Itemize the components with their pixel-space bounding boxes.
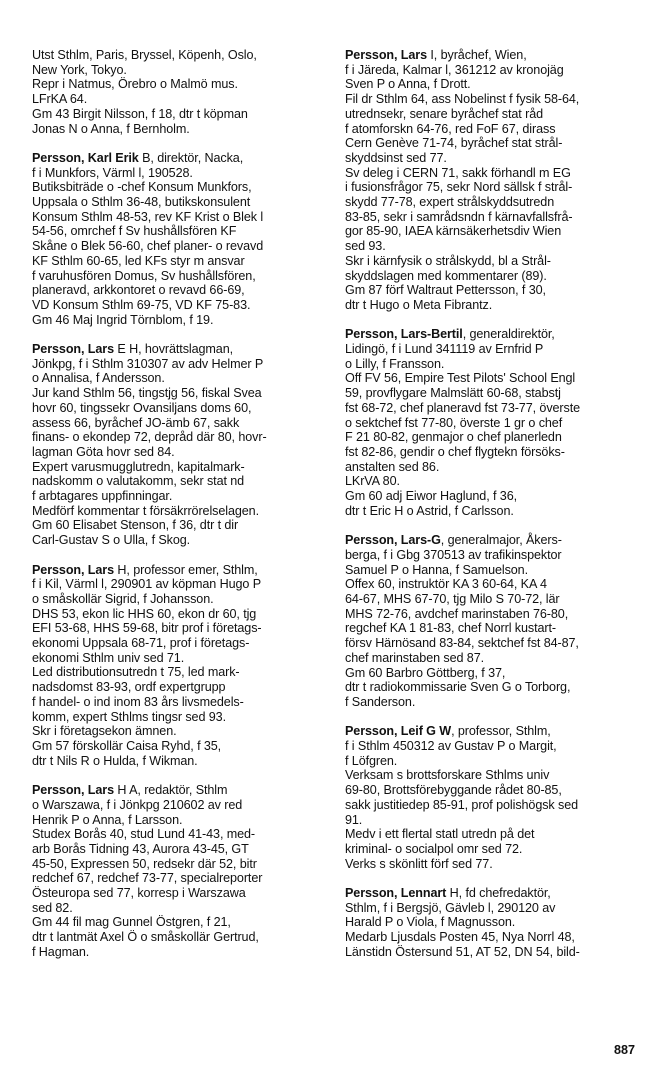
entry-text: o Warszawa, f i Jönkpg 210602 av red (32, 797, 243, 812)
entry-name: Persson, Lars-G (345, 533, 441, 548)
entry-line (345, 827, 645, 842)
entry-line (345, 166, 645, 181)
entry-text: Offex 60, instruktör KA 3 60-64, KA 4 (345, 577, 547, 592)
entry-line (32, 92, 332, 107)
entry-text: i fusionsfrågor 75, sekr Nord sällsk f strål- (345, 180, 573, 195)
entry-text: Off FV 56, Empire Test Pilots' School Engl (345, 371, 576, 386)
entry-text: o småskollär Sigrid, f Johansson. (32, 591, 214, 606)
entry-text: f i Munkfors, Värml l, 190528. (32, 165, 193, 180)
entry-text: arb Borås Tidning 43, Aurora 43-45, GT (32, 841, 249, 856)
entry-text: f i Järeda, Kalmar l, 361212 av kronojäg (345, 62, 564, 77)
entry-line (32, 915, 332, 930)
entry-line (345, 666, 645, 681)
entry-text: försv Härnösand 83-84, sektchef fst 84-87, (345, 636, 579, 651)
entry-line (32, 798, 332, 813)
entry-text: Skr i kärnfysik o strålskydd, bl a Strål- (345, 253, 551, 268)
entry-text: f atomforskn 64-76, red FoF 67, dirass (345, 121, 556, 136)
entry-text: Uppsala o Sthlm 36-48, butikskonsulent (32, 195, 251, 210)
biography-entry (345, 533, 645, 709)
entry-text: dtr t Nils R o Hulda, f Wikman. (32, 753, 198, 768)
entry-line (345, 857, 645, 872)
entry-name: Persson, Lars (32, 783, 114, 798)
entry-line (345, 783, 645, 798)
entry-line (345, 901, 645, 916)
entry-text: redchef 67, redchef 73-77, specialreporter (32, 871, 263, 886)
entry-text: f handel- o ind inom 83 års livsmedels- (32, 694, 244, 709)
biography-entry (32, 151, 332, 327)
entry-text: Sven P o Anna, f Drott. (345, 77, 471, 92)
entry-text: Gm 44 fil mag Gunnel Östgren, f 21, (32, 915, 231, 930)
entry-line (345, 930, 645, 945)
biography-entry (32, 342, 332, 548)
entry-text: fst 82-86, gendir o chef flygtekn försöks- (345, 444, 565, 459)
entry-text: H, professor emer, Sthlm, (114, 562, 258, 577)
entry-line (32, 754, 332, 769)
entry-line (32, 577, 332, 592)
entry-line (32, 680, 332, 695)
entry-line (32, 195, 332, 210)
entry-line (345, 563, 645, 578)
entry-line (345, 386, 645, 401)
entry-text: Medförf kommentar t försäkrrörelselagen. (32, 503, 259, 518)
entry-name: Persson, Lars-Bertil (345, 327, 463, 342)
entry-line (345, 342, 645, 357)
biography-entry (32, 563, 332, 769)
entry-line (345, 430, 645, 445)
entry-line (345, 48, 645, 63)
entry-name: Persson, Karl Erik (32, 150, 139, 165)
entry-text: Led distributionsutredn t 75, led mark- (32, 665, 240, 680)
entry-line (345, 680, 645, 695)
entry-line (345, 180, 645, 195)
entry-line (345, 357, 645, 372)
entry-text: Butiksbiträde o -chef Konsum Munkfors, (32, 180, 252, 195)
biography-entry (345, 724, 645, 871)
entry-text: B, direktör, Nacka, (138, 150, 244, 165)
entry-line (345, 63, 645, 78)
entry-line (32, 651, 332, 666)
entry-text: fst 68-72, chef planeravd fst 73-77, överste (345, 400, 581, 415)
entry-line (32, 871, 332, 886)
entry-text: dtr t Eric H o Astrid, f Carlsson. (345, 503, 514, 518)
biography-entry (345, 886, 645, 960)
entry-text: skyddsinst sed 77. (345, 150, 447, 165)
entry-line (32, 63, 332, 78)
entry-line (345, 107, 645, 122)
entry-line (345, 592, 645, 607)
entry-text: Carl-Gustav S o Ulla, f Skog. (32, 533, 191, 548)
entry-text: Samuel P o Hanna, f Samuelson. (345, 562, 528, 577)
entry-text: o Lilly, f Fransson. (345, 356, 445, 371)
entry-text: Expert varusmugglutredn, kapitalmark- (32, 459, 245, 474)
entry-line (32, 283, 332, 298)
entry-line (32, 313, 332, 328)
entry-text: Gm 43 Birgit Nilsson, f 18, dtr t köpman (32, 106, 248, 121)
entry-text: LFrKA 64. (32, 92, 88, 107)
entry-line (32, 122, 332, 137)
entry-line (345, 327, 645, 342)
entry-line (32, 857, 332, 872)
entry-text: hovr 60, tingssekr Ovansiljans doms 60, (32, 400, 252, 415)
entry-line (345, 371, 645, 386)
entry-text: 59, provflygare Malmslätt 60-68, stabstj (345, 386, 561, 401)
entry-line (32, 563, 332, 578)
entry-line (32, 518, 332, 533)
entry-line (32, 474, 332, 489)
entry-text: LKrVA 80. (345, 474, 400, 489)
entry-line (345, 548, 645, 563)
entry-text: o sektchef fst 77-80, överste 1 gr o chef (345, 415, 563, 430)
entry-text: dtr t Hugo o Meta Fibrantz. (345, 297, 493, 312)
entry-line (345, 533, 645, 548)
biography-entry (345, 48, 645, 313)
entry-text: ekonomi Sthlm univ sed 71. (32, 650, 185, 665)
entry-text: sed 82. (32, 900, 73, 915)
entry-name: Persson, Lars (32, 562, 114, 577)
entry-line (32, 298, 332, 313)
entry-line (32, 430, 332, 445)
entry-line (32, 842, 332, 857)
entry-text: Jur kand Sthlm 56, tingstjg 56, fiskal Svea (32, 386, 262, 401)
entry-line (32, 533, 332, 548)
entry-line (32, 210, 332, 225)
entry-text: Gm 46 Maj Ingrid Törnblom, f 19. (32, 312, 214, 327)
entry-text: Medarb Ljusdals Posten 45, Nya Norrl 48, (345, 930, 575, 945)
entry-line (32, 930, 332, 945)
entry-line (32, 724, 332, 739)
entry-line (345, 577, 645, 592)
entry-line (32, 739, 332, 754)
entry-line (32, 445, 332, 460)
entry-text: 64-67, MHS 67-70, tjg Milo S 70-72, lär (345, 591, 560, 606)
entry-line (32, 401, 332, 416)
entry-line (32, 180, 332, 195)
entry-text: Gm 87 förf Waltraut Pettersson, f 30, (345, 283, 546, 298)
entry-text: 91. (345, 812, 363, 827)
entry-line (345, 798, 645, 813)
entry-line (32, 460, 332, 475)
entry-text: Gm 60 adj Eiwor Haglund, f 36, (345, 489, 518, 504)
entry-text: chef marinstaben sed 87. (345, 650, 485, 665)
entry-line (345, 283, 645, 298)
entry-text: Gm 60 Elisabet Stenson, f 36, dtr t dir (32, 518, 239, 533)
entry-text: nadskomm o valutakomm, sekr stat nd (32, 474, 245, 489)
entry-line (32, 77, 332, 92)
entry-line (32, 107, 332, 122)
entry-text: finans- o ekondep 72, depråd där 80, hovr- (32, 430, 267, 445)
entry-line (32, 416, 332, 431)
entry-text: MHS 72-76, avdchef marinstaben 76-80, (345, 606, 569, 621)
entry-line (32, 783, 332, 798)
entry-text: regchef KA 1 81-83, chef Norrl kustart- (345, 621, 556, 636)
entry-line (345, 842, 645, 857)
entry-text: 45-50, Expressen 50, redsekr där 52, bitr (32, 856, 257, 871)
entry-text: Fil dr Sthlm 64, ass Nobelinst f fysik 58-64, (345, 92, 580, 107)
entry-line (32, 636, 332, 651)
entry-text: DHS 53, ekon lic HHS 60, ekon dr 60, tjg (32, 606, 257, 621)
entry-text: f Löfgren. (345, 753, 398, 768)
entry-line (345, 122, 645, 137)
entry-text: ekonomi Uppsala 68-71, prof i företags- (32, 636, 250, 651)
entry-name: Persson, Leif G W (345, 724, 452, 739)
entry-line (345, 92, 645, 107)
entry-line (345, 77, 645, 92)
entry-line (32, 166, 332, 181)
entry-line (345, 298, 645, 313)
entry-line (32, 239, 332, 254)
entry-line (32, 224, 332, 239)
entry-text: Jonas N o Anna, f Bernholm. (32, 121, 190, 136)
entry-text: Länstidn Östersund 51, AT 52, DN 54, bild- (345, 944, 580, 959)
entry-name: Persson, Lars (32, 342, 114, 357)
entry-text: utrednsekr, senare byråchef stat råd (345, 106, 544, 121)
entry-text: dtr t radiokommissarie Sven G o Torborg, (345, 680, 571, 695)
entry-line (345, 636, 645, 651)
entry-text: f Sanderson. (345, 694, 416, 709)
entry-line (32, 269, 332, 284)
entry-line (345, 945, 645, 960)
entry-text: Sthlm, f i Bergsjö, Gävleb l, 290120 av (345, 900, 556, 915)
entry-line (32, 357, 332, 372)
entry-text: Verks s skönlitt förf sed 77. (345, 856, 493, 871)
entry-text: Medv i ett flertal statl utredn på det (345, 827, 535, 842)
entry-text: Harald P o Viola, f Magnusson. (345, 915, 516, 930)
entry-line (32, 710, 332, 725)
entry-text: Repr i Natmus, Örebro o Malmö mus. (32, 77, 238, 92)
entry-line (345, 651, 645, 666)
entry-text: planeravd, arkkontoret o revavd 66-69, (32, 283, 245, 298)
entry-line (32, 813, 332, 828)
entry-line (32, 621, 332, 636)
entry-text: New York, Tokyo. (32, 62, 127, 77)
entry-line (345, 195, 645, 210)
entry-text: Cern Genève 71-74, byråchef stat strål- (345, 136, 563, 151)
entry-text: , professor, Sthlm, (451, 724, 551, 739)
entry-text: f varuhusfören Domus, Sv hushållsfören, (32, 268, 256, 283)
entry-text: H, fd chefredaktör, (446, 886, 551, 901)
entry-line (345, 224, 645, 239)
entry-text: Studex Borås 40, stud Lund 41-43, med- (32, 827, 256, 842)
entry-line (345, 915, 645, 930)
entry-line (345, 695, 645, 710)
entry-text: skydd 77-78, expert strålskyddsutredn (345, 195, 555, 210)
entry-text: kriminal- o socialpol omr sed 72. (345, 841, 523, 856)
entry-text: skyddslagen med kommentarer (89). (345, 268, 547, 283)
entry-line (32, 48, 332, 63)
entry-line (345, 724, 645, 739)
entry-line (32, 901, 332, 916)
entry-line (345, 754, 645, 769)
entry-line (345, 445, 645, 460)
entry-text: KF Sthlm 60-65, led KFs styr m ansvar (32, 253, 245, 268)
entry-text: Jönkpg, f i Sthlm 310307 av adv Helmer P (32, 356, 264, 371)
entry-text: E H, hovrättslagman, (114, 342, 233, 357)
entry-line (345, 416, 645, 431)
entry-text: f arbtagares uppfinningar. (32, 489, 173, 504)
entry-text: o Annalisa, f Andersson. (32, 371, 165, 386)
entry-line (32, 827, 332, 842)
page-number: 887 (614, 1043, 636, 1057)
entry-text: Skr i företagsekon ämnen. (32, 724, 177, 739)
right-column (345, 48, 645, 974)
entry-text: Östeuropa sed 77, korresp i Warszawa (32, 886, 246, 901)
entry-text: , generalmajor, Åkers- (440, 533, 562, 548)
entry-text: sakk justitiedep 85-91, prof polishögsk sed (345, 797, 579, 812)
entry-text: f Hagman. (32, 944, 90, 959)
entry-text: sed 93. (345, 239, 386, 254)
entry-text: Sv deleg i CERN 71, sakk förhandl m EG (345, 165, 571, 180)
entry-text: 69-80, Brottsförebyggande rådet 80-85, (345, 783, 562, 798)
entry-line (345, 239, 645, 254)
entry-text: I, byråchef, Wien, (427, 48, 527, 62)
entry-line (32, 607, 332, 622)
entry-text: Verksam s brottsforskare Sthlms univ (345, 768, 550, 783)
entry-text: dtr t lantmät Axel Ö o småskollär Gertrud, (32, 930, 259, 945)
entry-text: f i Kil, Värml l, 290901 av köpman Hugo P (32, 577, 262, 592)
entry-text: F 21 80-82, genmajor o chef planerledn (345, 430, 562, 445)
entry-line (345, 151, 645, 166)
entry-line (345, 607, 645, 622)
entry-line (32, 665, 332, 680)
entry-line (345, 768, 645, 783)
entry-line (32, 254, 332, 269)
entry-line (345, 489, 645, 504)
entry-text: gor 85-90, IAEA kärnsäkerhetsdiv Wien (345, 224, 562, 239)
entry-line (345, 136, 645, 151)
biography-entry (32, 783, 332, 959)
entry-line (345, 886, 645, 901)
entry-text: VD Konsum Sthlm 69-75, VD KF 75-83. (32, 297, 251, 312)
entry-text: f i Sthlm 450312 av Gustav P o Margit, (345, 739, 557, 753)
entry-text: Gm 57 förskollär Caisa Ryhd, f 35, (32, 739, 222, 753)
entry-text: 54-56, omrchef f Sv hushållsfören KF (32, 224, 237, 239)
entry-line (32, 504, 332, 519)
entry-line (345, 813, 645, 828)
entry-name: Persson, Lennart (345, 886, 447, 901)
entry-line (345, 739, 645, 754)
biography-entry (32, 48, 332, 136)
entry-line (345, 269, 645, 284)
entry-text: Utst Sthlm, Paris, Bryssel, Köpenh, Oslo, (32, 48, 257, 62)
entry-line (32, 695, 332, 710)
entry-line (32, 342, 332, 357)
biography-entry (345, 327, 645, 518)
entry-text: berga, f i Gbg 370513 av trafikinspektor (345, 547, 562, 562)
entry-line (345, 474, 645, 489)
entry-line (345, 460, 645, 475)
left-column (32, 48, 332, 974)
entry-text: EFI 53-68, HHS 59-68, bitr prof i företags- (32, 621, 262, 636)
entry-text: lagman Göta hovr sed 84. (32, 444, 175, 459)
entry-line (32, 386, 332, 401)
entry-text: komm, expert Sthlms tingsr sed 93. (32, 709, 226, 724)
entry-line (32, 945, 332, 960)
entry-text: nadsdomst 83-93, ordf expertgrupp (32, 680, 226, 695)
entry-line (32, 592, 332, 607)
entry-text: H A, redaktör, Sthlm (114, 783, 228, 798)
entry-line (345, 621, 645, 636)
entry-line (345, 504, 645, 519)
entry-line (32, 371, 332, 386)
entry-line (32, 489, 332, 504)
entry-line (32, 886, 332, 901)
entry-text: 83-85, sekr i samrådsndn f kärnavfallsfrå- (345, 209, 573, 224)
entry-line (345, 401, 645, 416)
entry-text: Henrik P o Anna, f Larsson. (32, 812, 183, 827)
entry-text: Gm 60 Barbro Göttberg, f 37, (345, 665, 506, 680)
entry-text: assess 66, byråchef JO-ämb 67, sakk (32, 415, 240, 430)
entry-text: Konsum Sthlm 48-53, rev KF Krist o Blek l (32, 209, 264, 224)
entry-text: Skåne o Blek 56-60, chef planer- o revavd (32, 239, 264, 254)
entry-text: anstalten sed 86. (345, 459, 440, 474)
entry-line (345, 210, 645, 225)
entry-line (32, 151, 332, 166)
entry-text: Lidingö, f i Lund 341119 av Ernfrid P (345, 342, 544, 357)
entry-name: Persson, Lars (345, 48, 427, 62)
entry-line (345, 254, 645, 269)
entry-text: , generaldirektör, (462, 327, 555, 342)
